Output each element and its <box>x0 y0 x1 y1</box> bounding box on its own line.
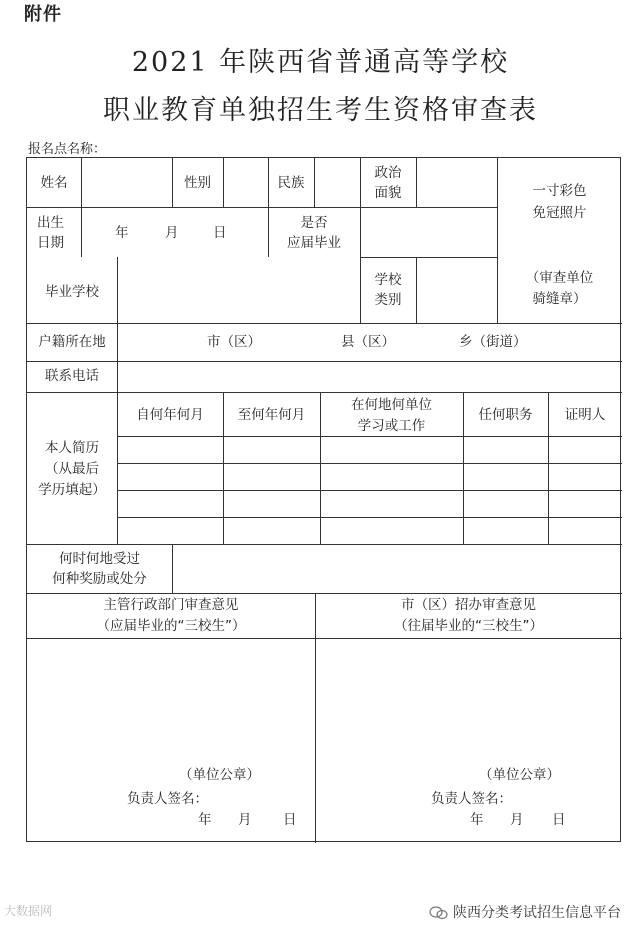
school-label: 毕业学校 <box>45 284 99 300</box>
birth-month: 月 <box>165 225 179 241</box>
wechat-icon <box>429 906 449 920</box>
awards-label-2: 何种奖励或处分 <box>52 571 147 587</box>
dept-date-month: 月 <box>238 812 252 828</box>
office-signature: 负责人签名： <box>431 791 512 807</box>
footer <box>0 896 641 926</box>
household-township: 乡（街道） <box>459 334 527 350</box>
resume-header-place-1: 在何地何单位 <box>351 397 432 413</box>
name-label: 姓名 <box>40 175 68 191</box>
household-city: 市（区） <box>207 334 261 350</box>
photo-label-1: 一寸彩色 <box>532 183 587 199</box>
birth-year: 年 <box>115 225 129 241</box>
resume-label-3: 学历填起） <box>38 482 106 498</box>
title-line-2: 职业教育单独招生考生资格审查表 <box>103 95 538 126</box>
dept-date-year: 年 <box>198 812 212 828</box>
office-stamp: （单位公章） <box>479 767 560 783</box>
fresh-grad-label-2: 应届毕业 <box>287 235 341 251</box>
school-type-label-2: 类别 <box>374 292 402 308</box>
dept-signature: 负责人签名： <box>127 791 208 807</box>
qualification-form <box>26 157 621 842</box>
title-line-1: 2021 年陕西省普通高等学校 <box>131 47 510 78</box>
resume-header-from: 自何年何月 <box>136 407 204 423</box>
dept-stamp: （单位公章） <box>179 767 260 783</box>
resume-header-place-2: 学习或工作 <box>357 418 426 434</box>
registration-point-label: 报名点名称： <box>28 142 107 157</box>
birth-day: 日 <box>213 225 227 241</box>
phone-label: 联系电话 <box>45 368 99 384</box>
office-review-subtitle: （往届毕业的“三校生”） <box>394 618 543 634</box>
resume-header-to: 至何年何月 <box>237 407 306 423</box>
birth-label-1: 出生 <box>37 215 64 231</box>
office-date-year: 年 <box>470 812 484 828</box>
photo-label-3: （审查单位 <box>525 270 594 286</box>
resume-label-2: （从最后 <box>45 461 99 477</box>
attachment-label: 附件 <box>24 4 62 25</box>
source-label <box>429 902 621 922</box>
dept-review-title: 主管行政部门审查意见 <box>103 597 239 613</box>
office-date-month: 月 <box>510 812 524 828</box>
source-text: 陕西分类考试招生信息平台 <box>453 905 621 921</box>
ethnicity-label: 民族 <box>277 175 305 191</box>
household-county: 县（区） <box>341 334 395 350</box>
dept-review-subtitle: （应届毕业的“三校生”） <box>96 618 246 634</box>
resume-header-witness: 证明人 <box>564 407 606 423</box>
dept-date-day: 日 <box>283 812 297 828</box>
school-type-label-1: 学校 <box>374 272 402 288</box>
household-label: 户籍所在地 <box>38 334 106 350</box>
resume-header-position: 任何职务 <box>478 407 533 423</box>
office-review-title: 市（区）招办审查意见 <box>401 597 536 613</box>
fresh-grad-label-1: 是否 <box>300 215 328 231</box>
watermark: 大数据网 <box>4 904 53 918</box>
birth-label-2: 日期 <box>37 235 64 251</box>
photo-label-4: 骑缝章） <box>532 291 587 307</box>
gender-label: 性别 <box>184 175 211 191</box>
photo-label-2: 免冠照片 <box>532 205 587 221</box>
resume-label-1: 本人简历 <box>45 440 99 456</box>
political-label-2: 面貌 <box>374 185 402 201</box>
political-label-1: 政治 <box>374 165 402 181</box>
awards-label-1: 何时何地受过 <box>59 551 140 567</box>
office-date-day: 日 <box>552 812 566 828</box>
